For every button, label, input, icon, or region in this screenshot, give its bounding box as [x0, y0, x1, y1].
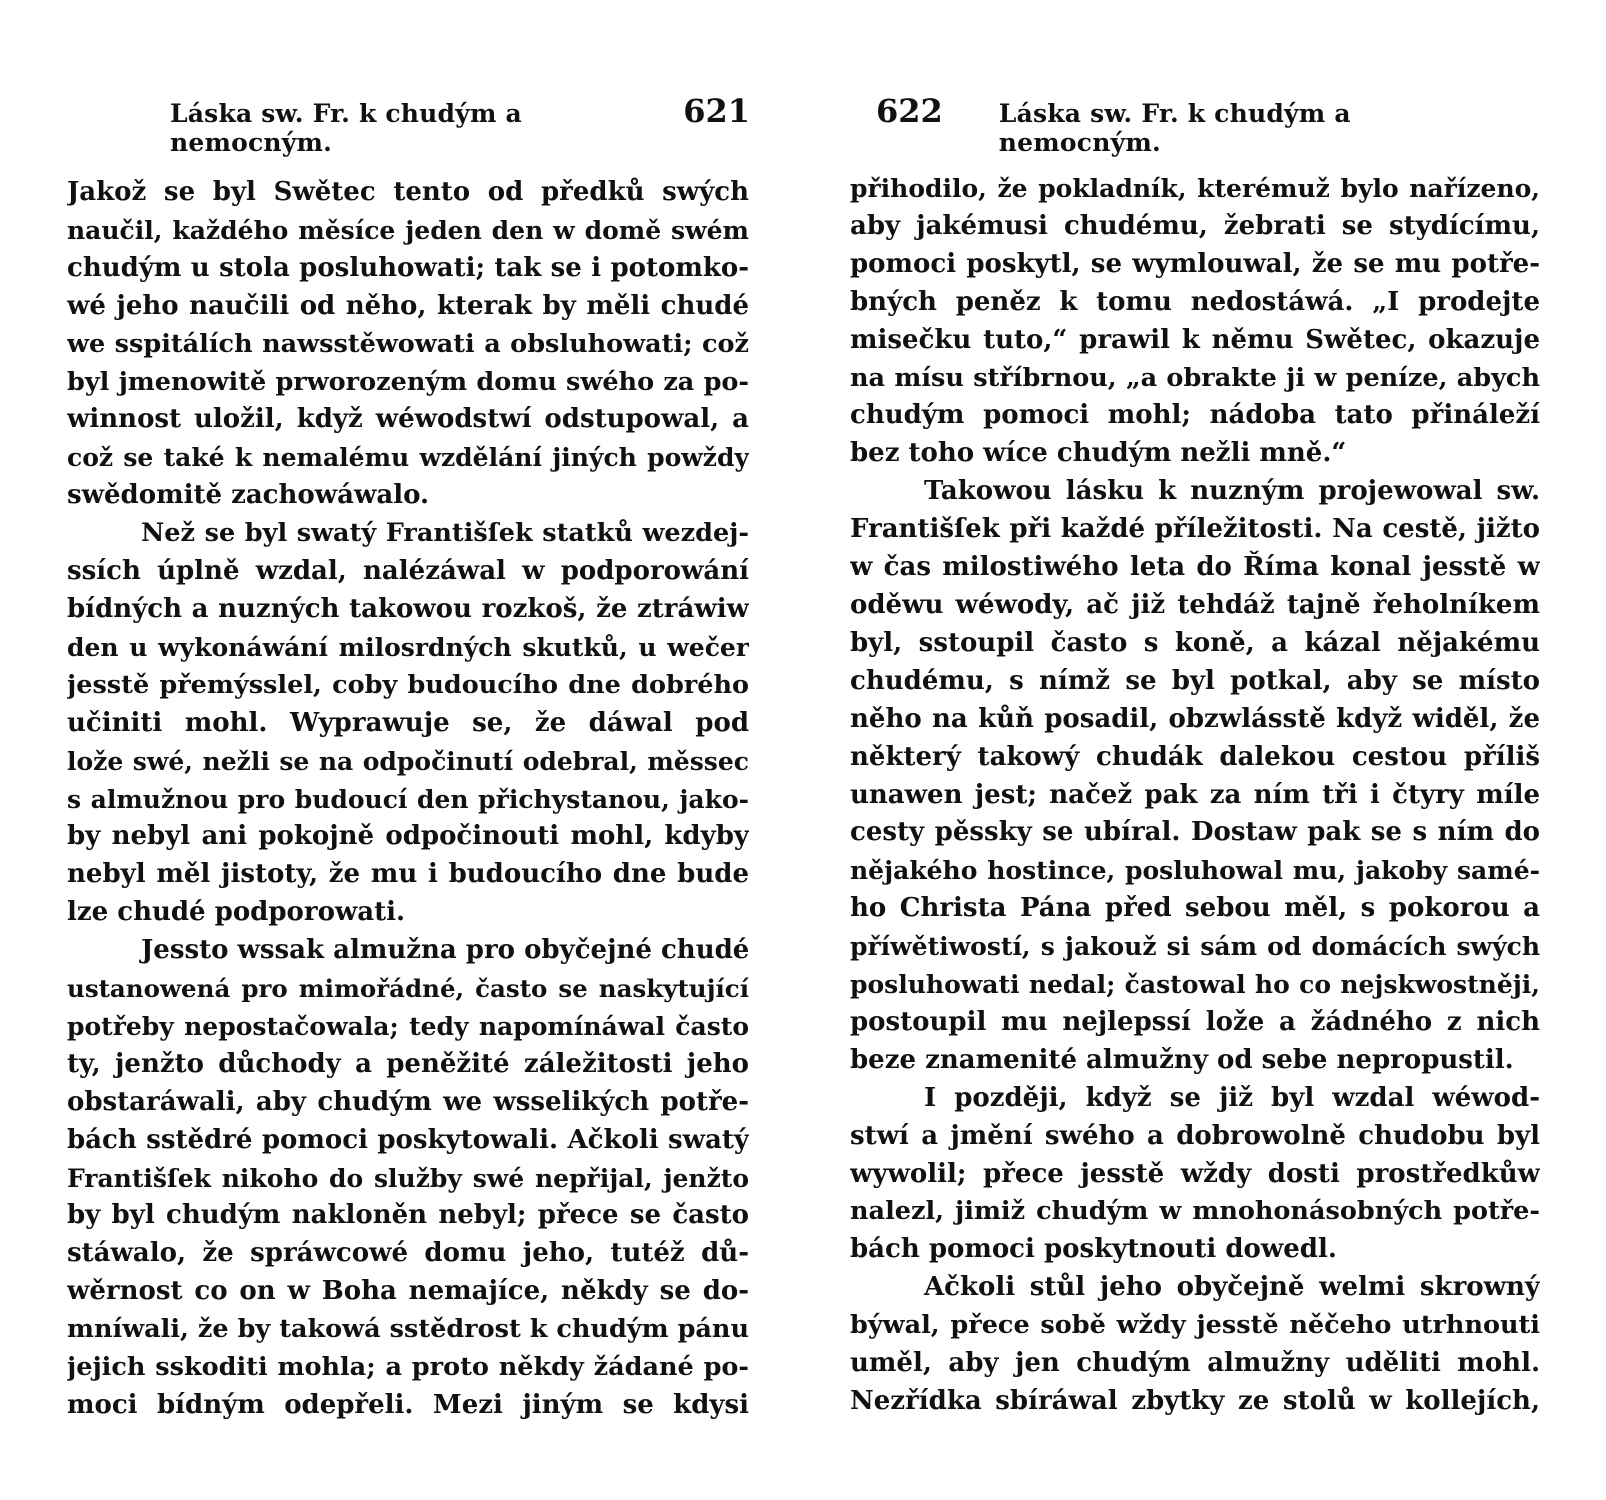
right-page-number: 622	[876, 92, 943, 130]
text-line: misečku tuto,“ prawil k němu Swětec, okazuje	[850, 324, 1540, 355]
text-line: na mísu stříbrnou, „a obrakte ji w peníze, abych	[850, 362, 1540, 393]
text-line: w čas milostiwého leta do Říma konal jesstě w	[850, 552, 1540, 583]
text-line: uměl, aby jen chudým almužny uděliti mohl.	[850, 1348, 1540, 1379]
text-line: Takowou lásku k nuzným projewowal sw.	[924, 476, 1540, 507]
text-line: nalezl, jimiž chudým w mnohonásobných potře-	[850, 1196, 1540, 1227]
text-line: naučil, každého měsíce jeden den w domě swém	[67, 215, 749, 245]
text-line: cesty pěssky se ubíral. Dostaw pak se s ním do	[850, 817, 1540, 848]
text-line: Františſek nikoho do služby swé nepřijal, jenžto	[67, 1163, 749, 1193]
text-line: aby jakémusi chudému, žebrati se stydícímu,	[850, 210, 1540, 241]
text-line: lože swé, nežli se na odpočinutí odebral, měssec	[67, 746, 749, 776]
text-line: nějakého hostince, posluhowal mu, jakoby samé-	[850, 856, 1540, 886]
text-line: bez toho wíce chudým nežli mně.“	[850, 438, 1347, 469]
text-line: příwětiwostí, s jakouž si sám od domácích swých	[850, 932, 1540, 962]
text-line: we sspitálích nawsstěwowati a obsluhowati; což	[67, 328, 749, 359]
text-line: chudým pomoci mohl; nádoba tato přináleží	[850, 400, 1540, 431]
text-line: Než se byl swatý Františſek statků wezdej-	[141, 518, 749, 549]
text-line: Ačkoli stůl jeho obyčejně welmi skrowný	[924, 1272, 1540, 1303]
text-line: postoupil mu nejlepssí lože a žádného z nich	[850, 1006, 1540, 1037]
text-line: wywolil; přece jesstě wždy dosti prostředkůw	[850, 1158, 1540, 1189]
text-line: beze znamenité almužny od sebe nepropustil.	[850, 1044, 1514, 1075]
left-page-number: 621	[683, 92, 750, 130]
text-line: swědomitě zachowáwalo.	[67, 480, 430, 511]
text-line: bných peněz k tomu nedostáwá. „I prodejte	[850, 286, 1540, 317]
right-running-head-title: Láska sw. Fr. k chudým a nemocným.	[998, 99, 1351, 157]
text-line: ssích úplně wzdal, nalézáwal w podporowání	[67, 556, 749, 587]
text-line: moci bídným odepřeli. Mezi jiným se kdysi	[67, 1390, 749, 1420]
text-line: něho na kůň posadil, obzwlásstě když widěl, že	[850, 703, 1540, 734]
text-line: den u wykonáwání milosrdných skutků, u wečer	[67, 632, 749, 662]
text-line: s almužnou pro budoucí den přichystanou, jako-	[67, 784, 749, 814]
text-line: pomoci poskytl, se wymlouwal, že se mu potře-	[850, 248, 1540, 279]
right-body-text	[850, 170, 1540, 1421]
right-running-head	[876, 92, 1476, 157]
text-line: bídných a nuzných takowou rozkoš, že ztráwiw	[67, 593, 749, 624]
text-line: bách pomoci poskytnouti dowedl.	[850, 1234, 1337, 1265]
left-page	[0, 0, 800, 1500]
text-line: oděwu wéwody, ač již tehdáž tajně řeholníkem	[850, 589, 1540, 620]
text-line: jesstě přemýsslel, coby budoucího dne dobrého	[67, 669, 749, 700]
text-line: wěrnost co on w Boha nemajíce, někdy se do-	[67, 1276, 749, 1307]
text-line: což se také k nemalému wzdělání jiných powždy	[67, 443, 749, 473]
text-line: byl, sstoupil často s koně, a kázal nějakému	[850, 627, 1540, 658]
text-line: ty, jenžto důchody a peněžité záležitosti jeho	[67, 1048, 749, 1079]
text-line: stáwalo, že spráwcowé domu jeho, tutéž dů-	[67, 1238, 749, 1269]
text-line: Františſek při každé příležitosti. Na cestě, jižto	[850, 514, 1540, 545]
text-line: býwal, přece sobě wždy jesstě něčeho utrhnouti	[850, 1310, 1540, 1341]
text-line: ho Christa Pána před sebou měl, s pokorou a	[850, 893, 1540, 924]
text-line: obstaráwali, aby chudým we wsselikých potře-	[67, 1086, 749, 1117]
text-line: byl jmenowitě prworozeným domu swého za po-	[67, 366, 749, 397]
text-line: mníwali, že by takowá sstědrost k chudým pánu	[67, 1314, 749, 1345]
text-line: winnost uložil, když wéwodstwí odstupowal, a	[67, 404, 749, 435]
right-page	[800, 0, 1606, 1500]
text-line: I později, když se již byl wzdal wéwod-	[924, 1082, 1540, 1113]
text-line: stwí a jmění swého a dobrowolně chudobu byl	[850, 1120, 1540, 1151]
left-running-head	[170, 92, 750, 157]
text-line: lze chudé podporowati.	[67, 897, 406, 928]
text-line: potřeby nepostačowala; tedy napomínáwal často	[67, 1011, 749, 1041]
text-line: by nebyl ani pokojně odpočinouti mohl, kdyby	[67, 821, 749, 852]
text-line: přihodilo, že pokladník, kterémuž bylo nařízeno,	[850, 174, 1540, 203]
text-line: ustanowená pro mimořádné, často se naskytující	[67, 974, 749, 1004]
text-line: učiniti mohl. Wyprawuje se, že dáwal pod	[67, 707, 749, 738]
text-line: nebyl měl jistoty, že mu i budoucího dne bude	[67, 859, 749, 890]
left-body-text	[67, 174, 749, 1425]
text-line: chudým u stola posluhowati; tak se i potomko-	[67, 252, 749, 283]
text-line: unawen jest; načež pak za ním tři i čtyry míle	[850, 779, 1540, 810]
left-running-head-title: Láska sw. Fr. k chudým a nemocným.	[170, 99, 522, 157]
text-line: wé jeho naučili od něho, kterak by měli chudé	[67, 290, 749, 321]
text-line: Jakož se byl Swětec tento od předků swých	[67, 177, 749, 207]
text-line: Nezřídka sbíráwal zbytky ze stolů w kollejích,	[850, 1386, 1540, 1416]
text-line: by byl chudým nakloněn nebyl; přece se často	[67, 1200, 749, 1231]
text-line: Jessto wssak almužna pro obyčejné chudé	[141, 935, 749, 966]
text-line: některý takowý chudák dalekou cestou příliš	[850, 741, 1540, 772]
text-line: chudému, s nímž se byl potkal, aby se místo	[850, 665, 1540, 696]
text-line: posluhowati nedal; častowal ho co nejskwostněji,	[850, 970, 1540, 1000]
text-line: bách sstědré pomoci poskytowali. Ačkoli swatý	[67, 1124, 749, 1155]
text-line: jejich sskoditi mohla; a proto někdy žádané po-	[67, 1352, 749, 1383]
